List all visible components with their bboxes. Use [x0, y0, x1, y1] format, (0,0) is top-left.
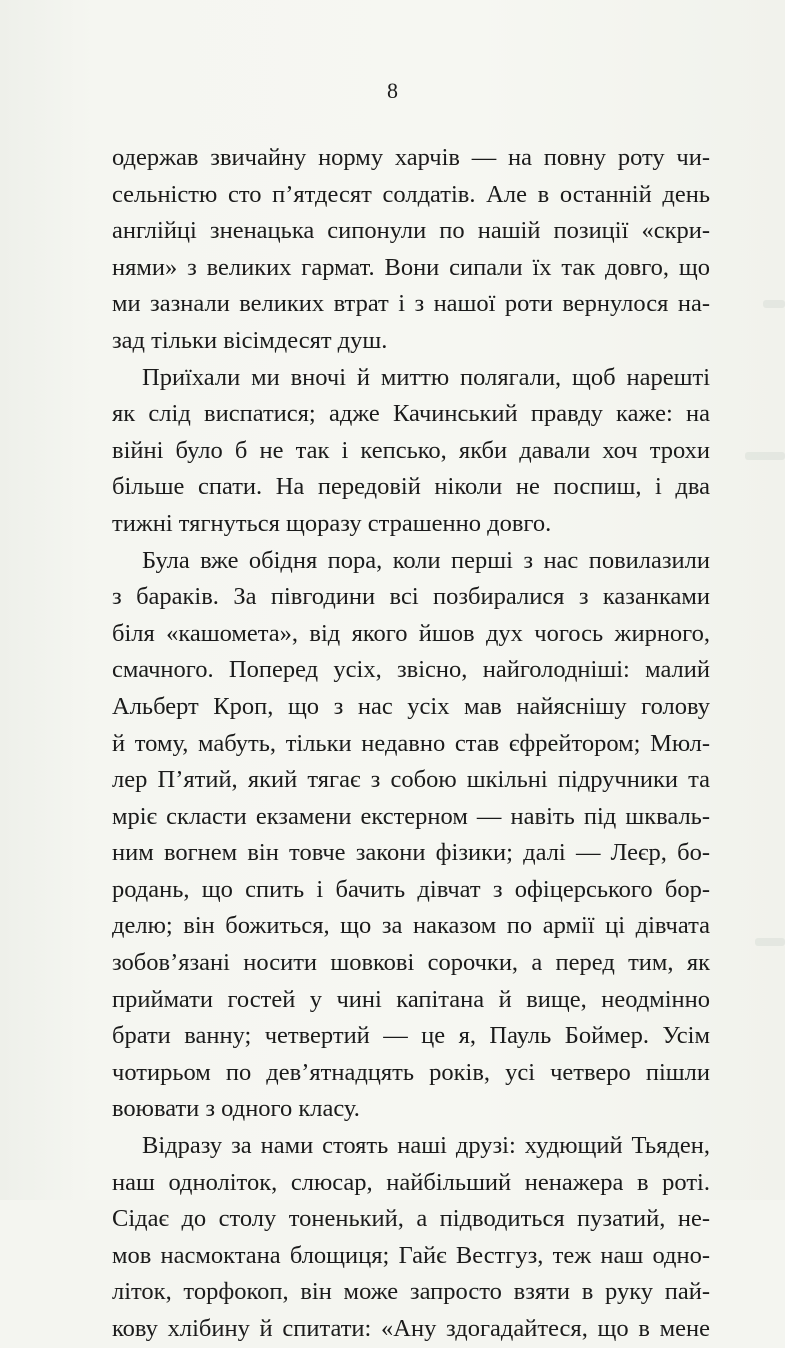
text-line: тижні тягнуться щоразу страшенно довго.: [112, 509, 552, 537]
text-line: Була вже обідня пора, коли перші з нас повилазили: [142, 546, 710, 574]
text-line: мріє скласти екзамени екстерном — навіть під шкваль-: [112, 802, 710, 830]
text-line: зад тільки вісімдесят душ.: [112, 326, 388, 354]
text-line: кову хлібину й спитати: «Ану здогадайтеся, що в мене: [112, 1315, 710, 1342]
text-line: англійці зненацька сипонули по нашій позиції «скри-: [112, 217, 710, 245]
page-number: 8: [387, 78, 398, 103]
text-line: Приїхали ми вночі й миттю полягали, щоб нарешті: [142, 363, 710, 391]
text-line: як слід виспатися; адже Качинський правду каже: на: [112, 400, 710, 428]
paragraph: [112, 360, 710, 543]
text-line: делю; він божиться, що за наказом по армії ці дівчата: [112, 912, 710, 940]
text-line: Відразу за нами стоять наші друзі: худющий Тьяден,: [142, 1132, 710, 1160]
text-line: родань, що спить і бачить дівчат з офіцерського бор-: [112, 875, 710, 903]
text-line: й тому, мабуть, тільки недавно став єфрейтором; Мюл-: [112, 729, 710, 757]
paragraph: [112, 1128, 710, 1348]
text-line: біля «кашомета», від якого йшов дух чогось жирного,: [112, 619, 710, 647]
text-line: Сідає до столу тоненький, а підводиться пузатий, не-: [112, 1205, 710, 1233]
text-line: одержав звичайну норму харчів — на повну роту чи-: [112, 144, 710, 171]
text-line: наш одноліток, слюсар, найбільший ненажера в роті.: [112, 1168, 710, 1196]
text-line: ми зазнали великих втрат і з нашої роти вернулося на-: [112, 290, 710, 318]
bleed-through-mark: [763, 300, 785, 308]
text-line: нями» з великих гармат. Вони сипали їх так довго, що: [112, 253, 710, 281]
text-line: сельністю сто п’ятдесят солдатів. Але в останній день: [112, 180, 710, 208]
text-line: брати ванну; четвертий — це я, Пауль Боймер. Усім: [112, 1022, 710, 1050]
text-line: смачного. Поперед усіх, звісно, найголодніші: малий: [112, 656, 710, 684]
bleed-through-mark: [755, 938, 785, 946]
paragraph: [112, 140, 710, 360]
text-line: більше спати. На передовій ніколи не поспиш, і два: [112, 473, 710, 501]
text-line: мов насмоктана блощиця; Гайє Вестгуз, теж наш одно-: [112, 1241, 710, 1269]
text-line: літок, торфокоп, він може запросто взяти в руку пай-: [112, 1278, 710, 1306]
text-line: лер П’ятий, який тягає з собою шкільні підручники та: [112, 766, 710, 794]
text-line: воювати з одного класу.: [112, 1095, 360, 1123]
text-line: війні було б не так і кепсько, якби давали хоч трохи: [112, 436, 710, 464]
text-line: чотирьом по дев’ятнадцять років, усі четверо пішли: [112, 1058, 710, 1086]
text-line: приймати гостей у чині капітана й вище, неодмінно: [112, 985, 710, 1013]
text-line: ним вогнем він товче закони фізики; далі — Леєр, бо-: [112, 839, 710, 867]
bleed-through-mark: [745, 452, 785, 460]
text-line: Альберт Кроп, що з нас усіх мав найяснішу голову: [112, 692, 710, 720]
paragraph: [112, 543, 710, 1129]
text-line: зобов’язані носити шовкові сорочки, а перед тим, як: [112, 949, 710, 977]
text-line: з бараків. За півгодини всі позбиралися з казанками: [112, 583, 710, 611]
body-text: [112, 140, 710, 1348]
